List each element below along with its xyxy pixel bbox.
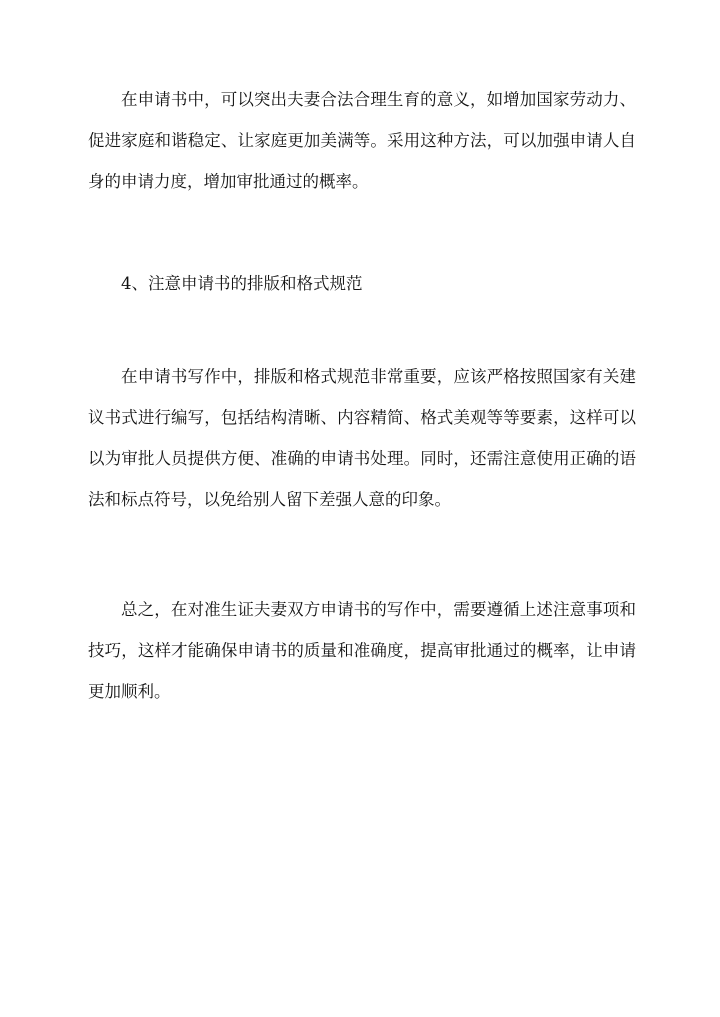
paragraph-format-rules: 在申请书写作中，排版和格式规范非常重要，应该严格按照国家有关建议书式进行编写，包括结构清晰、内容精简、格式美观等等要素，这样可以以为审批人员提供方便、准确的申请书处理。同时，还需注意使用正确的语法和标点符号，以免给别人留下差强人意的印象。 xyxy=(88,367,636,509)
paragraph-conclusion: 总之，在对准生证夫妻双方申请书的写作中，需要遵循上述注意事项和技巧，这样才能确保申请书的质量和准确度，提高审批通过的概率，让申请更加顺利。 xyxy=(88,600,636,701)
section-heading-format: 4、注意申请书的排版和格式规范 xyxy=(121,274,363,293)
paragraph-highlight-meaning: 在申请书中，可以突出夫妻合法合理生育的意义，如增加国家劳动力、促进家庭和谐稳定、让家庭更加美满等。采用这种方法，可以加强申请人自身的申请力度，增加审批通过的概率。 xyxy=(88,90,636,191)
